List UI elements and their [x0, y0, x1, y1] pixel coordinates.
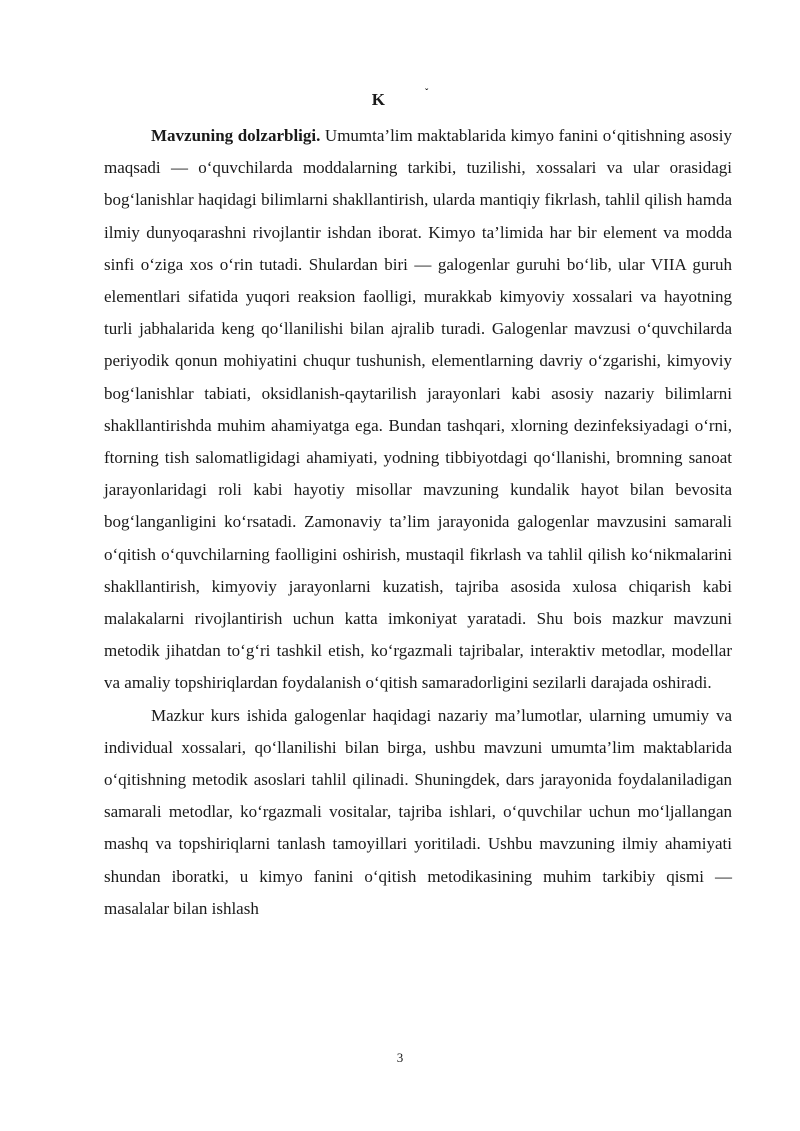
heading-text: K — [371, 90, 385, 109]
paragraph-text: Umumta’lim maktablarida kimyo fanini o‘qitishning asosiy maqsadi — o‘quvchilarda moddalarning tarkibi, tuzilishi, xossalari va ular orasidagi bog‘lanishlar haqidagi bilimlarni shakllantirish, ularda mantiqiy fikrlash, tahlil qilish hamda ilmiy dunyoqarashni rivojlantir ishdan iborat. Kimyo ta’limida har bir element va modda sinfi o‘ziga xos o‘rin tutadi. Shulardan biri — galogenlar guruhi bo‘lib, ular VIIA guruh elementlari sifatida yuqori reaksion faolligi, murakkab kimyoviy xossalari va hayotning turli jabhalarida keng qo‘llanilishi bilan ajralib turadi. Galogenlar mavzusi o‘quvchilarda periyodik qonun mohiyatini chuqur tushunish, elementlarning davriy o‘zgarishi, kimyoviy bog‘lanishlar tabiati, oksidlanish-qaytarilish jarayonlari kabi asosiy nazariy bilimlarni shakllantirishda muhim ahamiyatga ega. Bundan tashqari, xlorning dezinfeksiyadagi o‘rni, ftorning tish salomatligidagi ahamiyati, yodning tibbiyotdagi qo‘llanishi, bromning sanoat jarayonlaridagi roli kabi hayotiy misollar mavzuning kundalik hayot bilan bevosita bog‘langanligini ko‘rsatadi. Zamonaviy ta’lim jarayonida galogenlar mavzusini samarali o‘qitish o‘quvchilarning faolligini oshirish, mustaqil fikrlash va tahlil qilish ko‘nikmalarini shakllantirish, kimyoviy jarayonlarni kuzatish, tajriba asosida xulosa chiqarish kabi malakalarni rivojlantirish uchun katta imkoniyat yaratadi. Shu bois mazkur mavzuni metodik jihatdan to‘g‘ri tashkil etish, ko‘rgazmali tajribalar, interaktiv metodlar, modellar va amaliy topshiriqlardan foydalanish o‘qitish samaradorligini sezilarli darajada oshiradi. — [104, 126, 732, 693]
heading-mark: ˇ — [424, 88, 429, 99]
paragraph-relevance — [104, 120, 732, 700]
paragraph-course-work — [104, 700, 732, 925]
page-heading — [0, 88, 800, 112]
paragraph-text: Mazkur kurs ishida galogenlar haqidagi nazariy ma’lumotlar, ularning umumiy va individual xossalari, qo‘llanilishi bilan birga, ushbu mavzuni umumta’lim maktablarida o‘qitishning metodik asoslari tahlil qilinadi. Shuningdek, dars jarayonida foydalaniladigan samarali metodlar, ko‘rgazmali vositalar, tajriba ishlari, o‘quvchilar uchun mo‘ljallangan mashq va topshiriqlarni tanlash tamoyillari yoritiladi. Ushbu mavzuning ilmiy ahamiyati shundan iboratki, u kimyo fanini o‘qitish metodikasining muhim tarkibiy qismi — masalalar bilan ishlash — [104, 705, 732, 918]
paragraph-lead: Mavzuning dolzarbligi. — [151, 126, 321, 145]
page-number: 3 — [396, 1050, 404, 1065]
body-text — [104, 120, 732, 925]
